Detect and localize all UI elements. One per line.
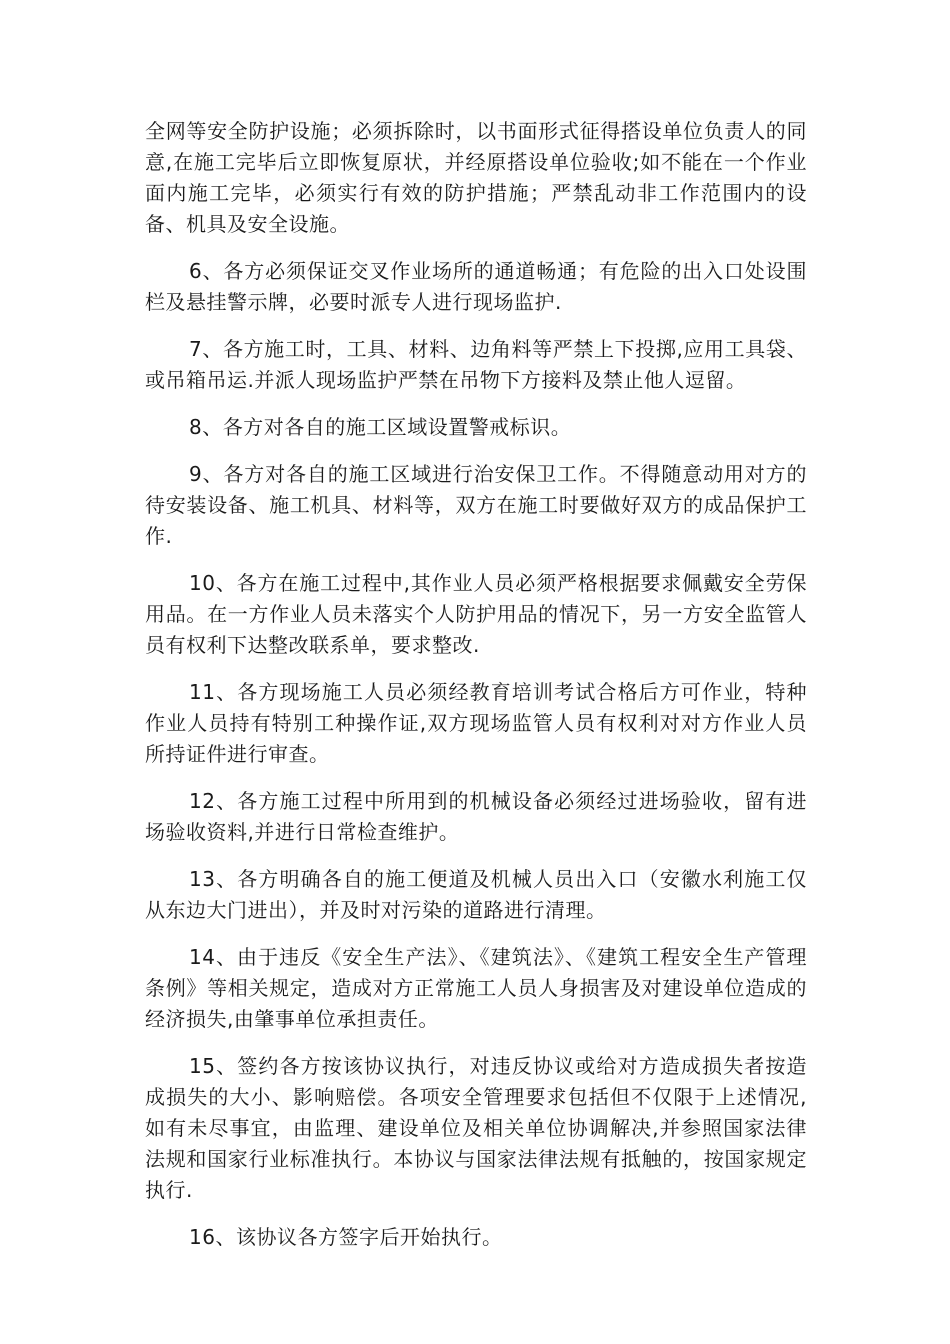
paragraph-continuation: 全网等安全防护设施；必须拆除时，以书面形式征得搭设单位负责人的同意,在施工完毕后立即恢复原状，并经原搭设单位验收;如不能在一个作业面内施工完毕，必须实行有效的防护措施；严禁乱动非工作范围内的设备、机具及安全设施。	[145, 119, 807, 236]
document-body	[145, 116, 807, 1269]
paragraph-item-9: 9、各方对各自的施工区域进行治安保卫工作。不得随意动用对方的待安装设备、施工机具、材料等，双方在施工时要做好双方的成品保护工作.	[145, 462, 807, 548]
paragraph-item-12: 12、各方施工过程中所用到的机械设备必须经过进场验收，留有进场验收资料,并进行日常检查维护。	[145, 789, 807, 844]
paragraph-item-13: 13、各方明确各自的施工便道及机械人员出入口（安徽水利施工仅从东边大门进出），并及时对污染的道路进行清理。	[145, 867, 807, 922]
paragraph-item-7: 7、各方施工时，工具、材料、边角料等严禁上下投掷,应用工具袋、或吊箱吊运.并派人现场监护严禁在吊物下方接料及禁止他人逗留。	[145, 337, 807, 392]
paragraph-item-16: 16、该协议各方签字后开始执行。	[189, 1225, 503, 1249]
paragraph-item-14: 14、由于违反《安全生产法》、《建筑法》、《建筑工程安全生产管理条例》等相关规定，造成对方正常施工人员人身损害及对建设单位造成的经济损失,由肇事单位承担责任。	[145, 945, 807, 1031]
paragraph-item-8: 8、各方对各自的施工区域设置警戒标识。	[189, 415, 572, 439]
paragraph-item-6: 6、各方必须保证交叉作业场所的通道畅通；有危险的出入口处设围栏及悬挂警示牌，必要时派专人进行现场监护.	[145, 259, 807, 314]
paragraph-item-15: 15、签约各方按该协议执行，对违反协议或给对方造成损失者按造成损失的大小、影响赔偿。各项安全管理要求包括但不仅限于上述情况,如有未尽事宜，由监理、建设单位及相关单位协调解决,并参照国家法律法规和国家行业标准执行。本协议与国家法律法规有抵触的，按国家规定执行.	[145, 1054, 807, 1202]
paragraph-item-11: 11、各方现场施工人员必须经教育培训考试合格后方可作业，特种作业人员持有特别工种操作证,双方现场监管人员有权利对对方作业人员所持证件进行审查。	[145, 680, 807, 766]
paragraph-item-10: 10、各方在施工过程中,其作业人员必须严格根据要求佩戴安全劳保用品。在一方作业人员未落实个人防护用品的情况下，另一方安全监管人员有权利下达整改联系单，要求整改.	[145, 571, 807, 657]
